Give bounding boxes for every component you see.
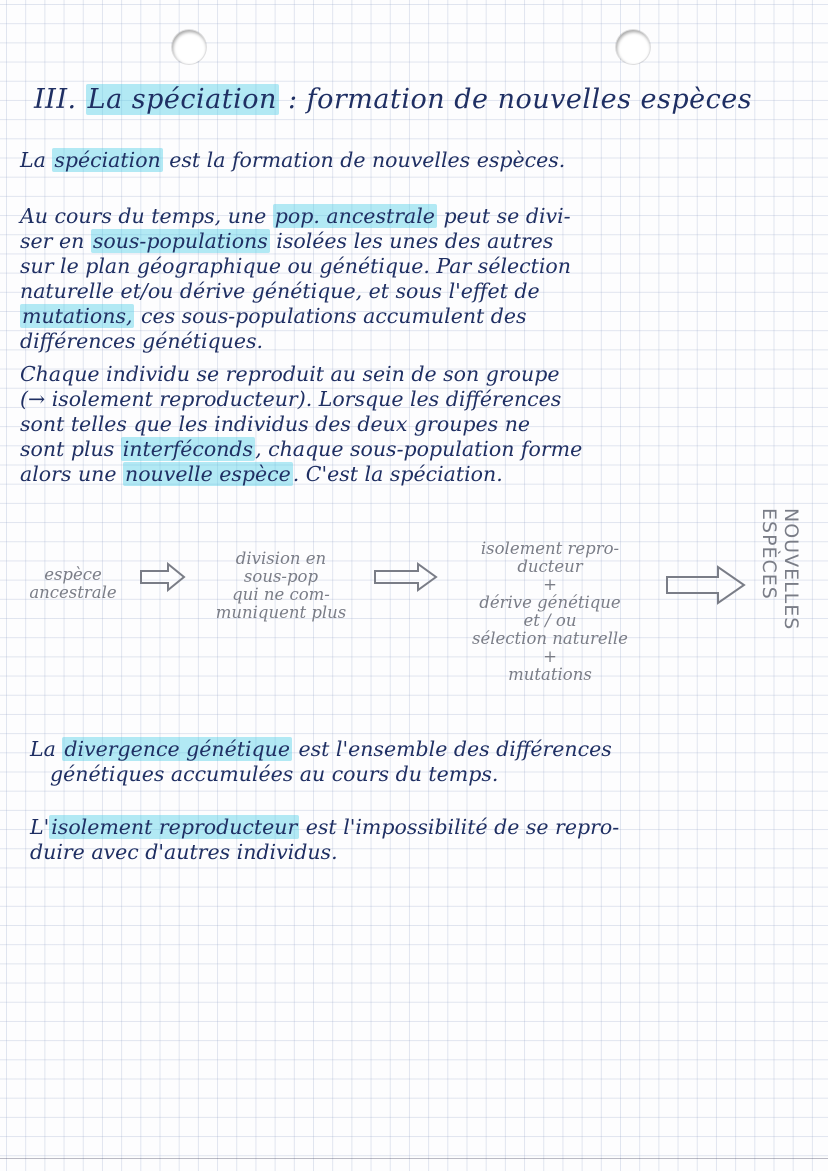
text: L' bbox=[30, 815, 50, 839]
diagram-result bbox=[742, 508, 802, 658]
term-speciation: spéciation bbox=[54, 148, 161, 172]
paragraph-line-11 bbox=[20, 462, 820, 486]
punch-hole-left bbox=[172, 30, 206, 64]
text: ser en bbox=[20, 229, 91, 253]
section-title bbox=[34, 84, 794, 115]
term-pop-ancestrale: pop. ancestrale bbox=[274, 204, 435, 228]
text: . C'est la spéciation. bbox=[292, 462, 503, 486]
term-sous-populations: sous-populations bbox=[92, 229, 268, 253]
diagram-text: qui ne com- bbox=[232, 585, 330, 604]
diagram-text: + bbox=[543, 647, 557, 666]
diagram-step-ancestral bbox=[8, 566, 138, 602]
text: ces sous-populations accumulent des bbox=[134, 304, 527, 328]
title-numeral: III. bbox=[34, 84, 86, 115]
diagram-text: NOUVELLES bbox=[780, 508, 802, 631]
text: La bbox=[30, 737, 63, 761]
isolement-line-1 bbox=[30, 815, 828, 839]
term-mutations: mutations, bbox=[22, 304, 133, 328]
definition-speciation bbox=[20, 148, 820, 172]
text: , chaque sous-population forme bbox=[255, 437, 583, 461]
punch-hole-right bbox=[616, 30, 650, 64]
definition-start: La bbox=[20, 148, 53, 172]
diagram-text: muniquent plus bbox=[215, 603, 347, 622]
paragraph-line-1 bbox=[20, 204, 820, 228]
arrow-right-icon bbox=[138, 560, 188, 594]
term-nouvelle-espece: nouvelle espèce bbox=[125, 462, 291, 486]
divergence-line-2: génétiques accumulées au cours du temps. bbox=[50, 762, 499, 786]
paragraph-line-5 bbox=[20, 304, 820, 328]
diagram-step-mechanisms bbox=[430, 540, 670, 684]
paragraph-line-9: sont telles que les individus des deux groupes ne bbox=[20, 412, 531, 436]
diagram-text: mutations bbox=[508, 665, 592, 684]
diagram-step-division bbox=[186, 550, 376, 622]
paragraph-line-7: Chaque individu se reproduit au sein de son groupe bbox=[20, 362, 560, 386]
text: Au cours du temps, une bbox=[20, 204, 273, 228]
term-divergence-genetique: divergence génétique bbox=[64, 737, 290, 761]
diagram-text: ESPÈCES bbox=[758, 508, 780, 600]
diagram-text: sélection naturelle bbox=[472, 629, 628, 648]
arrow-right-icon bbox=[664, 562, 748, 608]
paragraph-line-6: différences génétiques. bbox=[20, 329, 263, 353]
paragraph-line-2 bbox=[20, 229, 820, 253]
paragraph-line-10 bbox=[20, 437, 820, 461]
diagram-text: + bbox=[543, 575, 557, 594]
diagram-text: et / ou bbox=[523, 611, 577, 630]
text: est l'ensemble des différences bbox=[291, 737, 612, 761]
text: peut se divi- bbox=[436, 204, 571, 228]
text: isolées les unes des autres bbox=[269, 229, 554, 253]
text: sont plus bbox=[20, 437, 121, 461]
diagram-text: dérive génétique bbox=[479, 593, 621, 612]
diagram-text: isolement repro- bbox=[480, 539, 620, 558]
diagram-text: espèce bbox=[44, 565, 102, 584]
divergence-line-1 bbox=[30, 737, 828, 761]
diagram-text: ducteur bbox=[517, 557, 583, 576]
text: alors une bbox=[20, 462, 124, 486]
diagram-text: division en bbox=[235, 549, 327, 568]
paragraph-line-3: sur le plan géographique ou génétique. Par sélection bbox=[20, 254, 571, 278]
definition-end: est la formation de nouvelles espèces. bbox=[162, 148, 566, 172]
title-rest: : formation de nouvelles espèces bbox=[278, 84, 753, 115]
diagram-text: sous-pop bbox=[243, 567, 319, 586]
term-isolement-reproducteur: isolement reproducteur bbox=[51, 815, 298, 839]
term-interfeconds: interféconds bbox=[122, 437, 254, 461]
paragraph-line-4: naturelle et/ou dérive génétique, et sous l'effet de bbox=[20, 279, 540, 303]
title-highlight: La spéciation bbox=[87, 84, 277, 115]
paragraph-line-8: (→ isolement reproducteur). Lorsque les différences bbox=[20, 387, 562, 411]
diagram-text: ancestrale bbox=[29, 583, 117, 602]
text: est l'impossibilité de se repro- bbox=[299, 815, 620, 839]
bottom-rule bbox=[0, 1158, 828, 1159]
isolement-line-2: duire avec d'autres individus. bbox=[30, 840, 338, 864]
